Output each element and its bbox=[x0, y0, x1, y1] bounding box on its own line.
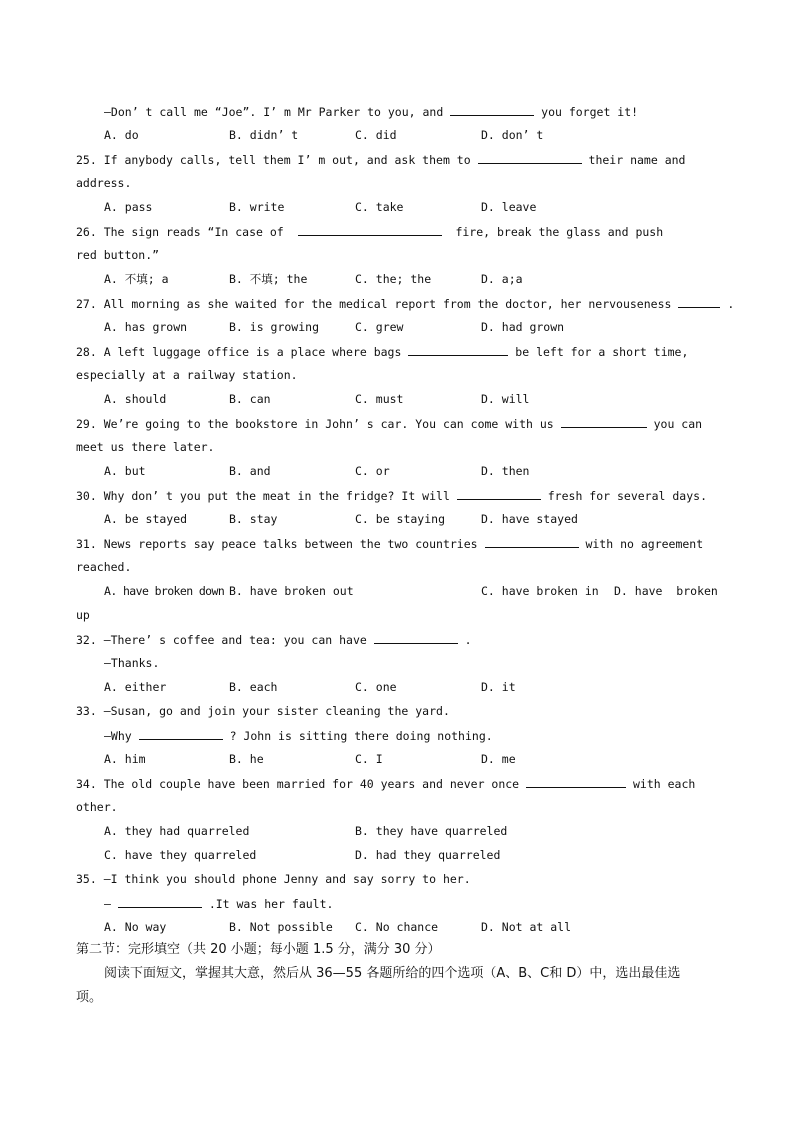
q34-option-a: A. they had quarreled bbox=[104, 824, 250, 838]
q26-stem-cont: red button.” bbox=[76, 248, 160, 262]
q30-option-b: B. stay bbox=[229, 512, 278, 526]
q35-option-c: C. No chance bbox=[355, 920, 439, 934]
q25-option-b: B. write bbox=[229, 200, 285, 214]
answer-blank bbox=[678, 296, 720, 308]
q31-option-d-wrap: up bbox=[76, 608, 90, 622]
q31-stem: 31. News reports say peace talks between the two countries with no agreement bbox=[76, 537, 704, 551]
q26-stem: 26. The sign reads “In case of fire, break the glass and push bbox=[76, 225, 664, 239]
q24-option-a: A. do bbox=[104, 128, 139, 142]
q35-reply: — .It was her fault. bbox=[104, 897, 334, 911]
q31-option-d: D. have broken bbox=[614, 584, 718, 598]
answer-blank bbox=[478, 152, 582, 164]
q24-stem: —Don’ t call me “Joe”. I’ m Mr Parker to you, and you forget it! bbox=[104, 105, 639, 119]
q35-option-a: A. No way bbox=[104, 920, 167, 934]
q35-option-b: B. Not possible bbox=[229, 920, 333, 934]
q25-option-d: D. leave bbox=[481, 200, 537, 214]
q29-stem-cont: meet us there later. bbox=[76, 440, 215, 454]
q27-option-c: C. grew bbox=[355, 320, 404, 334]
q34-option-d: D. had they quarreled bbox=[355, 848, 501, 862]
q29-stem: 29. We’re going to the bookstore in John’ s car. You can come with us you can bbox=[76, 417, 703, 431]
q32-reply: —Thanks. bbox=[104, 656, 160, 670]
q34-option-c: C. have they quarreled bbox=[104, 848, 257, 862]
q26-option-a: A. 不填; a bbox=[104, 272, 169, 286]
q30-stem: 30. Why don’ t you put the meat in the fridge? It will fresh for several days. bbox=[76, 489, 707, 503]
answer-blank bbox=[561, 416, 647, 428]
q24-option-d: D. don’ t bbox=[481, 128, 544, 142]
answer-blank bbox=[118, 896, 202, 908]
q26-option-c: C. the; the bbox=[355, 272, 432, 286]
q35-stem: 35. —I think you should phone Jenny and say sorry to her. bbox=[76, 872, 471, 886]
q28-option-a: A. should bbox=[104, 392, 167, 406]
q26-option-b: B. 不填; the bbox=[229, 272, 308, 286]
section2-heading: 第二节：完形填空（共 20 小题；每小题 1.5 分，满分 30 分） bbox=[76, 942, 441, 957]
q31-option-a: A. have broken down bbox=[104, 584, 225, 598]
q28-stem: 28. A left luggage office is a place where bags be left for a short time, bbox=[76, 345, 689, 359]
q24-option-c: C. did bbox=[355, 128, 397, 142]
q24-option-b: B. didn’ t bbox=[229, 128, 299, 142]
q25-stem-cont: address. bbox=[76, 176, 132, 190]
q27-option-a: A. has grown bbox=[104, 320, 188, 334]
q29-option-d: D. then bbox=[481, 464, 530, 478]
answer-blank bbox=[450, 104, 534, 116]
answer-blank bbox=[374, 632, 458, 644]
q29-option-a: A. but bbox=[104, 464, 146, 478]
q28-option-b: B. can bbox=[229, 392, 271, 406]
q33-option-a: A. him bbox=[104, 752, 146, 766]
q32-stem: 32. —There’ s coffee and tea: you can have . bbox=[76, 633, 472, 647]
answer-blank bbox=[526, 776, 626, 788]
q33-reply: —Why ? John is sitting there doing nothing. bbox=[104, 729, 493, 743]
q27-option-b: B. is growing bbox=[229, 320, 320, 334]
q34-option-b: B. they have quarreled bbox=[355, 824, 508, 838]
answer-blank bbox=[408, 344, 508, 356]
q33-option-d: D. me bbox=[481, 752, 516, 766]
q28-stem-cont: especially at a railway station. bbox=[76, 368, 298, 382]
q29-option-c: C. or bbox=[355, 464, 390, 478]
q31-option-c: C. have broken in bbox=[481, 584, 599, 598]
q28-option-c: C. must bbox=[355, 392, 404, 406]
q26-option-d: D. a;a bbox=[481, 272, 523, 286]
q30-option-d: D. have stayed bbox=[481, 512, 578, 526]
q25-option-c: C. take bbox=[355, 200, 404, 214]
answer-blank bbox=[457, 488, 541, 500]
q33-option-c: C. I bbox=[355, 752, 383, 766]
answer-blank bbox=[139, 728, 223, 740]
q32-option-b: B. each bbox=[229, 680, 278, 694]
answer-blank bbox=[298, 224, 442, 236]
section2-instruction-cont: 项。 bbox=[76, 990, 103, 1005]
q32-option-d: D. it bbox=[481, 680, 516, 694]
q32-option-a: A. either bbox=[104, 680, 167, 694]
q33-stem: 33. —Susan, go and join your sister cleaning the yard. bbox=[76, 704, 450, 718]
q25-stem: 25. If anybody calls, tell them I’ m out, and ask them to their name and bbox=[76, 153, 686, 167]
q25-option-a: A. pass bbox=[104, 200, 153, 214]
q27-option-d: D. had grown bbox=[481, 320, 565, 334]
q31-stem-cont: reached. bbox=[76, 560, 132, 574]
q30-option-a: A. be stayed bbox=[104, 512, 188, 526]
q29-option-b: B. and bbox=[229, 464, 271, 478]
answer-blank bbox=[485, 536, 579, 548]
q34-stem-cont: other. bbox=[76, 800, 118, 814]
q32-option-c: C. one bbox=[355, 680, 397, 694]
q27-stem: 27. All morning as she waited for the medical report from the doctor, her nervouseness . bbox=[76, 297, 735, 311]
q35-option-d: D. Not at all bbox=[481, 920, 572, 934]
q30-option-c: C. be staying bbox=[355, 512, 446, 526]
q34-stem: 34. The old couple have been married for 40 years and never once with each bbox=[76, 777, 696, 791]
q31-option-b: B. have broken out bbox=[229, 584, 354, 598]
q28-option-d: D. will bbox=[481, 392, 530, 406]
section2-instruction: 阅读下面短文，掌握其大意，然后从 36—55 各题所给的四个选项（A、B、C和 D）中，选出最佳选 bbox=[104, 966, 681, 981]
q33-option-b: B. he bbox=[229, 752, 264, 766]
